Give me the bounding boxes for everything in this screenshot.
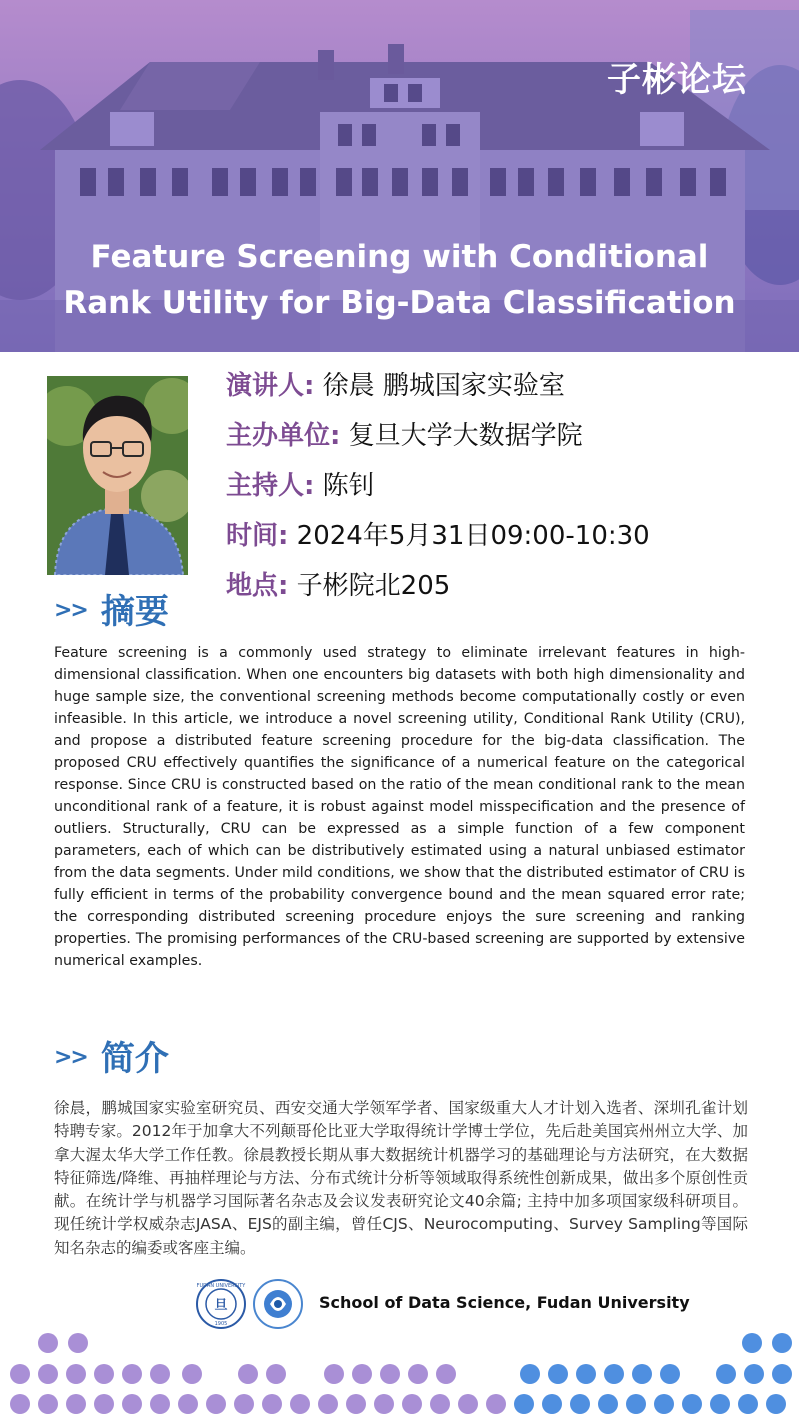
decorative-dot bbox=[604, 1364, 624, 1384]
speaker-label: 演讲人: bbox=[226, 371, 315, 401]
bio-heading bbox=[54, 1031, 169, 1080]
host-org-label: 主办单位: bbox=[226, 421, 341, 451]
decorative-dot bbox=[772, 1364, 792, 1384]
decorative-dot bbox=[514, 1394, 534, 1414]
location-label: 地点: bbox=[226, 571, 289, 601]
decorative-dots bbox=[0, 1320, 799, 1422]
bio-heading-text: 简介 bbox=[100, 1039, 169, 1079]
decorative-dot bbox=[290, 1394, 310, 1414]
host-org-value: 复旦大学大数据学院 bbox=[348, 421, 583, 451]
decorative-dot bbox=[234, 1394, 254, 1414]
abstract-arrows-icon: >> bbox=[54, 598, 87, 623]
decorative-dot bbox=[262, 1394, 282, 1414]
speaker-portrait bbox=[47, 376, 188, 575]
decorative-dot bbox=[122, 1394, 142, 1414]
time-row bbox=[226, 515, 650, 565]
abstract-text: Feature screening is a commonly used strategy to eliminate irrelevant features in high-dimensional classification. When one encounters big datasets with both high dimensionality and huge sample size, the conventional screening methods become computationally costly or even infeasible. In this article, we introduce a novel screening utility, Conditional Rank Utility (CRU), and propose a distributed feature screening procedure for the big-data classification. The proposed CRU effectively quantifies the significance of a numerical feature on the categorical response. Since CRU is constructed based on the ratio of the mean conditional rank to the mean unconditional rank of a feature, it is robust against model misspecification and the presence of outliers. Structurally, CRU can be expressed as a simple function of a few component parameters, each of which can be distributively estimated using a natural unbiased estimator from the data segments. Under mild conditions, we show that the distributed estimator of CRU is fully efficient in terms of the probability convergence bound and the mean squared error rate; the corresponding distributed screening procedure enjoys the sure screening and ranking properties. The promising performances of the CRU-based screening are supported by extensive numerical examples. bbox=[54, 645, 745, 969]
decorative-dot bbox=[766, 1394, 786, 1414]
abstract-heading-text: 摘要 bbox=[100, 592, 169, 632]
decorative-dot bbox=[68, 1333, 88, 1353]
decorative-dot bbox=[486, 1394, 506, 1414]
decorative-dot bbox=[38, 1364, 58, 1384]
svg-text:1905: 1905 bbox=[214, 1321, 228, 1327]
decorative-dot bbox=[402, 1394, 422, 1414]
moderator-label: 主持人: bbox=[226, 471, 315, 501]
school-name: School of Data Science, Fudan University bbox=[319, 1293, 690, 1312]
decorative-dot bbox=[576, 1364, 596, 1384]
decorative-dot bbox=[94, 1364, 114, 1384]
location-value: 子彬院北205 bbox=[296, 571, 451, 601]
decorative-dot bbox=[520, 1364, 540, 1384]
decorative-dot bbox=[570, 1394, 590, 1414]
decorative-dot bbox=[626, 1394, 646, 1414]
svg-text:FUDAN UNIVERSITY: FUDAN UNIVERSITY bbox=[196, 1283, 246, 1289]
decorative-dot bbox=[10, 1364, 30, 1384]
decorative-dot bbox=[710, 1394, 730, 1414]
decorative-dot bbox=[632, 1364, 652, 1384]
decorative-dot bbox=[38, 1394, 58, 1414]
moderator-row bbox=[226, 465, 650, 515]
talk-title bbox=[0, 234, 799, 326]
decorative-dot bbox=[660, 1364, 680, 1384]
decorative-dot bbox=[150, 1394, 170, 1414]
decorative-dot bbox=[542, 1394, 562, 1414]
moderator-value: 陈钊 bbox=[322, 471, 375, 501]
decorative-dot bbox=[94, 1394, 114, 1414]
decorative-dot bbox=[716, 1364, 736, 1384]
host-org-row bbox=[226, 415, 650, 465]
decorative-dot bbox=[374, 1394, 394, 1414]
time-label: 时间: bbox=[226, 521, 289, 551]
decorative-dot bbox=[738, 1394, 758, 1414]
decorative-dot bbox=[352, 1364, 372, 1384]
location-row bbox=[226, 565, 650, 615]
decorative-dot bbox=[436, 1364, 456, 1384]
decorative-dot bbox=[266, 1364, 286, 1384]
decorative-dot bbox=[458, 1394, 478, 1414]
decorative-dot bbox=[10, 1394, 30, 1414]
talk-title-line-2: Rank Utility for Big-Data Classification bbox=[63, 285, 736, 321]
decorative-dot bbox=[654, 1394, 674, 1414]
decorative-dot bbox=[408, 1364, 428, 1384]
decorative-dot bbox=[66, 1364, 86, 1384]
bio-arrows-icon: >> bbox=[54, 1045, 87, 1070]
decorative-dot bbox=[548, 1364, 568, 1384]
decorative-dot bbox=[380, 1364, 400, 1384]
decorative-dot bbox=[66, 1394, 86, 1414]
decorative-dot bbox=[122, 1364, 142, 1384]
decorative-dot bbox=[238, 1364, 258, 1384]
svg-text:旦: 旦 bbox=[214, 1298, 228, 1313]
bio-text: 徐晨，鹏城国家实验室研究员、西安交通大学领军学者、国家级重大人才计划入选者、深圳孔雀计划特聘专家。2012年于加拿大不列颠哥伦比亚大学取得统计学博士学位，先后赴美国宾州州立大学、加拿大渥太华大学工作任教。徐晨教授长期从事大数据统计机器学习的基础理论与方法研究，在大数据特征筛选/降维、再抽样理论与方法、分布式统计分析等领域取得系统性创新成果，做出多个原创性贡献。在统计学与机器学习国际著名杂志及会议发表研究论文40余篇; 主持中加多项国家级科研项目。现任统计学权威杂志JASA、EJS的副主编，曾任CJS、Neurocomputing、Survey Sampling等国际知名杂志的编委或客座主编。 bbox=[54, 1099, 748, 1257]
event-info bbox=[226, 365, 650, 615]
speaker-value: 徐晨 鹏城国家实验室 bbox=[322, 371, 565, 401]
decorative-dot bbox=[682, 1394, 702, 1414]
forum-name: 子彬论坛 bbox=[607, 60, 747, 100]
decorative-dot bbox=[346, 1394, 366, 1414]
time-value: 2024年5月31日09:00-10:30 bbox=[296, 521, 650, 551]
decorative-dot bbox=[182, 1364, 202, 1384]
decorative-dot bbox=[324, 1364, 344, 1384]
decorative-dot bbox=[206, 1394, 226, 1414]
speaker-photo bbox=[47, 376, 188, 575]
decorative-dot bbox=[318, 1394, 338, 1414]
decorative-dot bbox=[598, 1394, 618, 1414]
decorative-dot bbox=[742, 1333, 762, 1353]
abstract-heading bbox=[54, 584, 169, 633]
talk-title-line-1: Feature Screening with Conditional bbox=[90, 239, 709, 275]
decorative-dot bbox=[150, 1364, 170, 1384]
decorative-dot bbox=[744, 1364, 764, 1384]
header-banner bbox=[0, 0, 799, 352]
decorative-dot bbox=[178, 1394, 198, 1414]
decorative-dot bbox=[772, 1333, 792, 1353]
decorative-dot bbox=[430, 1394, 450, 1414]
decorative-dot bbox=[38, 1333, 58, 1353]
speaker-row bbox=[226, 365, 650, 415]
